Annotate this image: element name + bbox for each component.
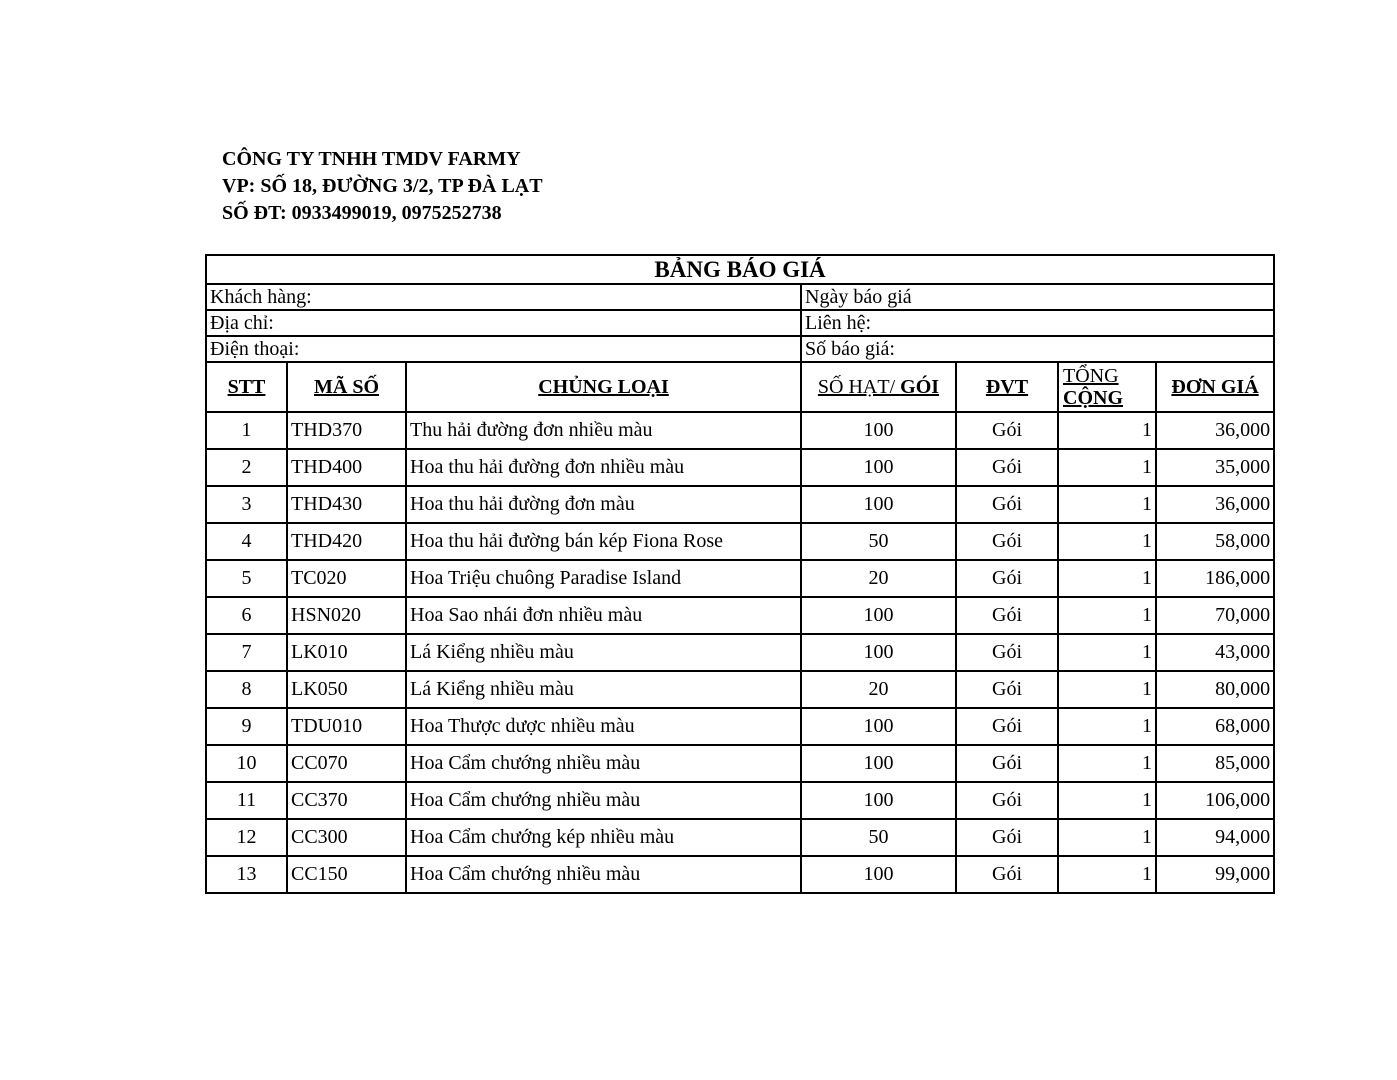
cell-price: 94,000 [1156,819,1274,856]
address-label: Địa chỉ: [206,310,801,336]
cell-price: 106,000 [1156,782,1274,819]
pack-label: GÓI [900,375,940,398]
table-row [206,634,1274,671]
cell-price: 58,000 [1156,523,1274,560]
total-label-top: TỔNG [1063,365,1119,387]
cell-unit: Gói [956,782,1058,819]
cell-unit: Gói [956,449,1058,486]
table-row [206,412,1274,449]
cell-seeds-per-pack: 50 [801,819,956,856]
col-header-seeds-per-pack [801,362,956,412]
cell-seeds-per-pack: 100 [801,745,956,782]
cell-variety: Hoa Cẩm chướng nhiều màu [406,782,801,819]
cell-total: 1 [1058,745,1156,782]
cell-code: THD370 [287,412,406,449]
cell-price: 35,000 [1156,449,1274,486]
cell-stt: 4 [206,523,287,560]
cell-variety: Hoa thu hải đường đơn màu [406,486,801,523]
cell-seeds-per-pack: 100 [801,486,956,523]
cell-seeds-per-pack: 100 [801,449,956,486]
cell-unit: Gói [956,560,1058,597]
cell-variety: Hoa Triệu chuông Paradise Island [406,560,801,597]
cell-code: CC370 [287,782,406,819]
cell-code: LK050 [287,671,406,708]
cell-seeds-per-pack: 20 [801,671,956,708]
seeds-per-pack-label: SỐ HẠT/ [817,375,901,398]
quote-number-label: Số báo giá: [801,336,1274,362]
cell-stt: 5 [206,560,287,597]
cell-total: 1 [1058,449,1156,486]
cell-stt: 2 [206,449,287,486]
cell-price: 186,000 [1156,560,1274,597]
cell-seeds-per-pack: 100 [801,634,956,671]
cell-code: THD430 [287,486,406,523]
cell-total: 1 [1058,819,1156,856]
table-row [206,819,1274,856]
quote-title: BẢNG BÁO GIÁ [206,255,1274,284]
cell-stt: 9 [206,708,287,745]
cell-price: 36,000 [1156,486,1274,523]
cell-code: THD400 [287,449,406,486]
cell-total: 1 [1058,597,1156,634]
table-row [206,560,1274,597]
company-phone: SỐ ĐT: 0933499019, 0975252738 [222,202,502,224]
cell-total: 1 [1058,560,1156,597]
table-row [206,856,1274,893]
cell-variety: Hoa Thược dược nhiều màu [406,708,801,745]
cell-variety: Hoa thu hải đường bán kép Fiona Rose [406,523,801,560]
table-row [206,449,1274,486]
cell-seeds-per-pack: 100 [801,708,956,745]
cell-unit: Gói [956,819,1058,856]
cell-unit: Gói [956,523,1058,560]
cell-price: 80,000 [1156,671,1274,708]
col-header-code: MÃ SỐ [287,362,406,412]
cell-seeds-per-pack: 100 [801,597,956,634]
cell-seeds-per-pack: 100 [801,782,956,819]
cell-stt: 12 [206,819,287,856]
cell-seeds-per-pack: 100 [801,412,956,449]
cell-variety: Lá Kiểng nhiều màu [406,671,801,708]
cell-code: CC300 [287,819,406,856]
table-row [206,745,1274,782]
cell-unit: Gói [956,634,1058,671]
cell-code: CC070 [287,745,406,782]
cell-code: TDU010 [287,708,406,745]
cell-stt: 7 [206,634,287,671]
cell-seeds-per-pack: 20 [801,560,956,597]
cell-price: 85,000 [1156,745,1274,782]
cell-code: CC150 [287,856,406,893]
cell-stt: 10 [206,745,287,782]
cell-price: 68,000 [1156,708,1274,745]
cell-variety: Hoa thu hải đường đơn nhiều màu [406,449,801,486]
quote-date-label: Ngày báo giá [801,284,1274,310]
table-row [206,782,1274,819]
cell-price: 43,000 [1156,634,1274,671]
cell-stt: 6 [206,597,287,634]
col-header-stt: STT [206,362,287,412]
cell-stt: 3 [206,486,287,523]
cell-total: 1 [1058,856,1156,893]
cell-code: LK010 [287,634,406,671]
cell-code: HSN020 [287,597,406,634]
cell-seeds-per-pack: 100 [801,856,956,893]
cell-unit: Gói [956,486,1058,523]
cell-stt: 1 [206,412,287,449]
cell-code: THD420 [287,523,406,560]
table-row [206,708,1274,745]
table-row [206,486,1274,523]
cell-unit: Gói [956,412,1058,449]
cell-stt: 13 [206,856,287,893]
table-row [206,671,1274,708]
cell-unit: Gói [956,856,1058,893]
cell-variety: Hoa Cẩm chướng nhiều màu [406,745,801,782]
customer-label: Khách hàng: [206,284,801,310]
cell-price: 36,000 [1156,412,1274,449]
cell-total: 1 [1058,634,1156,671]
total-label-bottom: CỘNG [1063,387,1123,409]
cell-seeds-per-pack: 50 [801,523,956,560]
col-header-total [1058,362,1156,412]
contact-label: Liên hệ: [801,310,1274,336]
company-address: VP: SỐ 18, ĐƯỜNG 3/2, TP ĐÀ LẠT [222,175,543,197]
cell-variety: Hoa Cẩm chướng nhiều màu [406,856,801,893]
cell-price: 70,000 [1156,597,1274,634]
cell-code: TC020 [287,560,406,597]
price-quote-table [205,254,1275,894]
cell-variety: Hoa Sao nhái đơn nhiều màu [406,597,801,634]
cell-variety: Lá Kiểng nhiều màu [406,634,801,671]
cell-total: 1 [1058,708,1156,745]
cell-unit: Gói [956,671,1058,708]
col-header-variety: CHỦNG LOẠI [406,362,801,412]
cell-variety: Thu hải đường đơn nhiều màu [406,412,801,449]
cell-unit: Gói [956,745,1058,782]
cell-total: 1 [1058,523,1156,560]
cell-total: 1 [1058,486,1156,523]
cell-stt: 8 [206,671,287,708]
company-name: CÔNG TY TNHH TMDV FARMY [222,148,521,170]
col-header-price: ĐƠN GIÁ [1156,362,1274,412]
cell-variety: Hoa Cẩm chướng kép nhiều màu [406,819,801,856]
table-row [206,597,1274,634]
cell-unit: Gói [956,708,1058,745]
cell-total: 1 [1058,671,1156,708]
phone-label: Điện thoại: [206,336,801,362]
table-row [206,523,1274,560]
column-header-row [206,362,1274,412]
col-header-unit: ĐVT [956,362,1058,412]
cell-price: 99,000 [1156,856,1274,893]
company-header [222,146,543,227]
cell-unit: Gói [956,597,1058,634]
cell-stt: 11 [206,782,287,819]
cell-total: 1 [1058,782,1156,819]
cell-total: 1 [1058,412,1156,449]
